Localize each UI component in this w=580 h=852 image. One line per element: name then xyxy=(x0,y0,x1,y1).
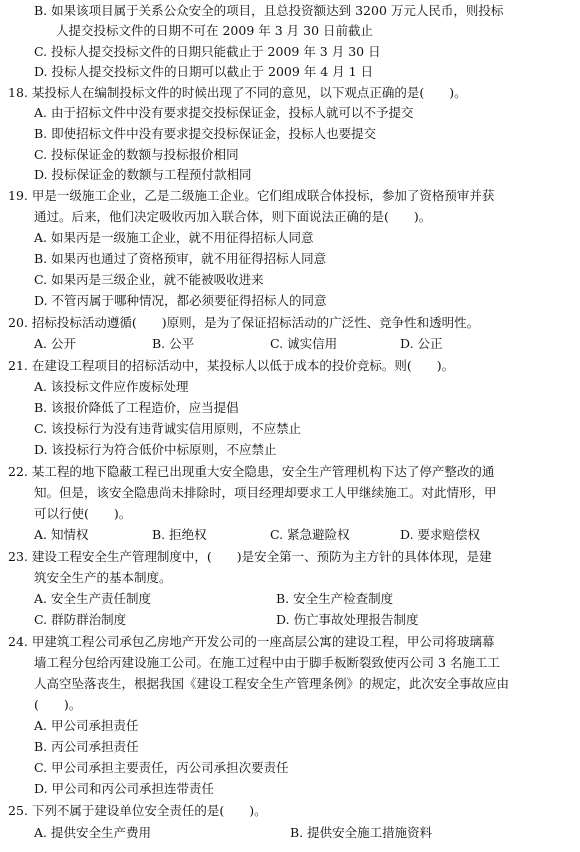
question-23-option-b: B. 安全生产检查制度 xyxy=(276,591,394,606)
question-19-option-d: D. 不管丙属于哪种情况，都必须要征得招标人的同意 xyxy=(34,293,327,308)
question-18-option-a: A. 由于招标文件中没有要求提交投标保证金，投标人就可以不予提交 xyxy=(34,105,414,120)
prev-option-b-line2: 人提交投标文件的日期不可在 2009 年 3 月 30 日前截止 xyxy=(56,23,374,38)
question-19-stem-line2: 通过。后来，他们决定吸收丙加入联合体，则下面说法正确的是( )。 xyxy=(34,209,432,224)
question-22-stem-line2: 知。但是，该安全隐患尚未排除时，项目经理却要求工人甲继续施工。对此情形，甲 xyxy=(34,485,497,500)
question-24-option-c: C. 甲公司承担主要责任，丙公司承担次要责任 xyxy=(34,760,289,775)
question-23-option-d: D. 伤亡事故处理报告制度 xyxy=(276,612,419,627)
question-21-stem: 21. 在建设工程项目的招标活动中，某投标人以低于成本的投价竞标。则( )。 xyxy=(8,358,455,373)
question-18-stem: 18. 某投标人在编制投标文件的时候出现了不同的意见，以下观点正确的是( )。 xyxy=(8,85,467,100)
question-19-option-b: B. 如果丙也通过了资格预审，就不用征得招标人同意 xyxy=(34,251,327,266)
question-22-option-d: D. 要求赔偿权 xyxy=(400,527,481,542)
question-24-option-d: D. 甲公司和丙公司承担连带责任 xyxy=(34,781,215,796)
question-19-option-a: A. 如果丙是一级施工企业，就不用征得招标人同意 xyxy=(34,230,314,245)
question-23-stem-line2: 筑安全生产的基本制度。 xyxy=(34,570,172,585)
question-20-option-a: A. 公开 xyxy=(34,336,76,351)
question-24-stem-line2: 墙工程分包给丙建设施工公司。在施工过程中由于脚手板断裂致使丙公司 3 名施工工 xyxy=(34,655,500,670)
question-21-option-c: C. 该投标行为没有违背诚实信用原则，不应禁止 xyxy=(34,421,302,436)
question-18-option-c: C. 投标保证金的数额与投标报价相同 xyxy=(34,147,239,162)
question-23-option-a: A. 安全生产责任制度 xyxy=(34,591,151,606)
question-19-stem-line1: 19. 甲是一级施工企业，乙是二级施工企业。它们组成联合体投标，参加了资格预审并获 xyxy=(8,188,495,203)
question-25-option-b: B. 提供安全施工措施资料 xyxy=(290,825,433,840)
question-20-option-c: C. 诚实信用 xyxy=(270,336,338,351)
question-22-option-c: C. 紧急避险权 xyxy=(270,527,350,542)
question-22-stem-line3: 可以行使( )。 xyxy=(34,506,132,521)
question-21-option-d: D. 该投标行为符合低价中标原则，不应禁止 xyxy=(34,442,277,457)
question-24-option-a: A. 甲公司承担责任 xyxy=(34,718,139,733)
question-21-option-b: B. 该报价降低了工程造价，应当提倡 xyxy=(34,400,239,415)
question-24-stem-line1: 24. 甲建筑工程公司承包乙房地产开发公司的一座高层公寓的建设工程，甲公司将玻璃幕 xyxy=(8,634,495,649)
question-18-option-b: B. 即使招标文件中没有要求提交投标保证金，投标人也要提交 xyxy=(34,126,377,141)
prev-option-b-line1: B. 如果该项目属于关系公众安全的项目，且总投资额达到 3200 万元人民币，则投标 xyxy=(34,3,504,18)
question-20-stem: 20. 招标投标活动遵循( )原则，是为了保证招标活动的广泛性、竞争性和透明性。 xyxy=(8,315,480,330)
question-19-option-c: C. 如果丙是三级企业，就不能被吸收进来 xyxy=(34,272,264,287)
question-24-option-b: B. 丙公司承担责任 xyxy=(34,739,139,754)
question-22-option-b: B. 拒绝权 xyxy=(152,527,207,542)
question-20-option-b: B. 公平 xyxy=(152,336,195,351)
question-22-option-a: A. 知情权 xyxy=(34,527,89,542)
prev-option-c: C. 投标人提交投标文件的日期只能截止于 2009 年 3 月 30 日 xyxy=(34,44,381,59)
question-22-stem-line1: 22. 某工程的地下隐蔽工程已出现重大安全隐患，安全生产管理机构下达了停产整改的通 xyxy=(8,464,495,479)
question-18-option-d: D. 投标保证金的数额与工程预付款相同 xyxy=(34,167,252,182)
question-24-stem-line4: ( )。 xyxy=(34,697,82,712)
question-23-option-c: C. 群防群治制度 xyxy=(34,612,127,627)
prev-option-d: D. 投标人提交投标文件的日期可以截止于 2009 年 4 月 1 日 xyxy=(34,64,374,79)
question-21-option-a: A. 该投标文件应作废标处理 xyxy=(34,379,189,394)
question-25-option-a: A. 提供安全生产费用 xyxy=(34,825,151,840)
question-24-stem-line3: 人高空坠落丧生，根据我国《建设工程安全生产管理条例》的规定，此次安全事故应由 xyxy=(34,676,510,691)
question-20-option-d: D. 公正 xyxy=(400,336,443,351)
question-23-stem-line1: 23. 建设工程安全生产管理制度中，( )是安全第一、预防为主方针的具体体现，是建 xyxy=(8,549,492,564)
question-25-stem: 25. 下列不属于建设单位安全责任的是( )。 xyxy=(8,803,267,818)
